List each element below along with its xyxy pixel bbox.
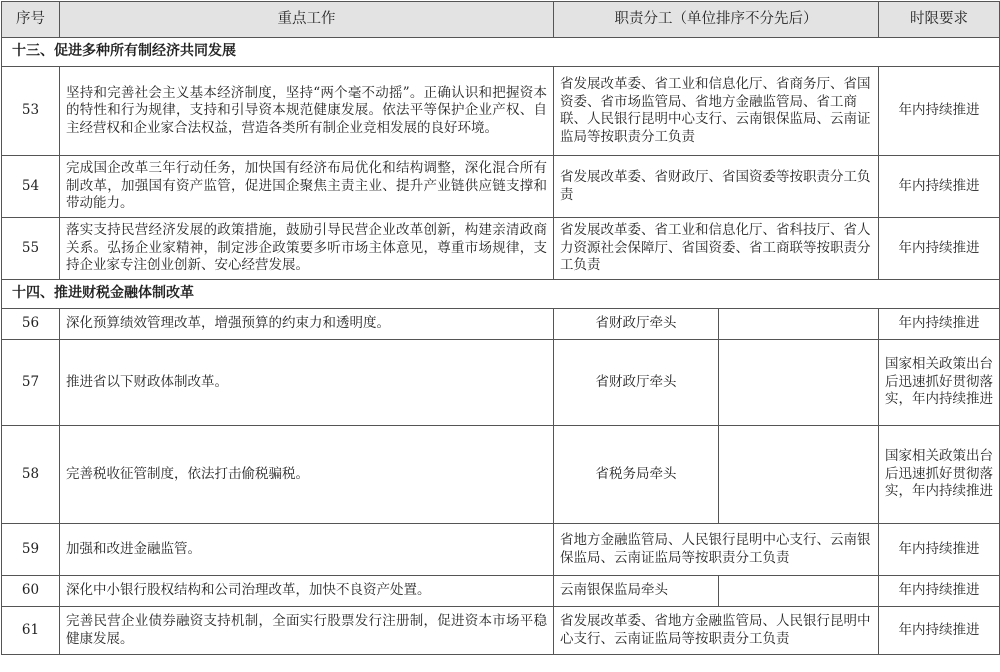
row-number: 59	[2, 524, 60, 576]
table-row	[2, 607, 1000, 655]
section-heading	[2, 280, 1000, 309]
key-work: 完成国企改革三年行动任务，加快国有经济布局优化和结构调整，深化混合所有制改革，加强国有资产监管，促进国企聚焦主责主业、提升产业链供应链支撑和带动能力。	[60, 156, 554, 218]
deadline: 年内持续推进	[879, 218, 1000, 280]
lead-unit: 省税务局牵头	[554, 426, 719, 524]
table-row	[2, 156, 1000, 218]
lead-unit: 省财政厅牵头	[554, 340, 719, 426]
table-row	[2, 576, 1000, 607]
lead-unit: 省财政厅牵头	[554, 309, 719, 340]
empty-cell	[719, 309, 879, 340]
deadline: 国家相关政策出台后迅速抓好贯彻落实，年内持续推进	[879, 340, 1000, 426]
empty-cell	[719, 340, 879, 426]
row-number: 61	[2, 607, 60, 655]
section-heading	[2, 38, 1000, 67]
responsibility: 省发展改革委、省工业和信息化厅、省科技厅、省人力资源社会保障厅、省国资委、省工商联等按职责分工负责	[554, 218, 879, 280]
deadline: 年内持续推进	[879, 309, 1000, 340]
deadline: 年内持续推进	[879, 156, 1000, 218]
table-row	[2, 426, 1000, 524]
header-work: 重点工作	[60, 2, 554, 38]
responsibility: 省地方金融监管局、人民银行昆明中心支行、云南银保监局、云南证监局等按职责分工负责	[554, 524, 879, 576]
key-work: 深化中小银行股权结构和公司治理改革，加快不良资产处置。	[60, 576, 554, 607]
key-work: 加强和改进金融监管。	[60, 524, 554, 576]
table-row	[2, 524, 1000, 576]
empty-cell	[719, 576, 879, 607]
header-responsibility: 职责分工（单位排序不分先后）	[554, 2, 879, 38]
table-row	[2, 309, 1000, 340]
table-row	[2, 340, 1000, 426]
row-number: 56	[2, 309, 60, 340]
section-title: 十四、推进财税金融体制改革	[2, 280, 1000, 309]
empty-cell	[719, 426, 879, 524]
key-work: 坚持和完善社会主义基本经济制度，坚持“两个毫不动摇”。正确认识和把握资本的特性和行为规律，支持和引导资本规范健康发展。依法平等保护企业产权、自主经营权和企业家合法权益，营造各类所有制企业竞相发展的良好环境。	[60, 67, 554, 156]
section-title: 十三、促进多种所有制经济共同发展	[2, 38, 1000, 67]
header-deadline: 时限要求	[879, 2, 1000, 38]
deadline: 年内持续推进	[879, 576, 1000, 607]
responsibility: 省发展改革委、省工业和信息化厅、省商务厅、省国资委、省市场监管局、省地方金融监管局、省工商联、人民银行昆明中心支行、云南银保监局、云南证监局等按职责分工负责	[554, 67, 879, 156]
work-plan-table	[1, 1, 1000, 655]
row-number: 54	[2, 156, 60, 218]
key-work: 完善民营企业债券融资支持机制，全面实行股票发行注册制，促进资本市场平稳健康发展。	[60, 607, 554, 655]
row-number: 53	[2, 67, 60, 156]
table-row	[2, 218, 1000, 280]
table-row	[2, 67, 1000, 156]
row-number: 58	[2, 426, 60, 524]
deadline: 国家相关政策出台后迅速抓好贯彻落实，年内持续推进	[879, 426, 1000, 524]
lead-unit: 云南银保监局牵头	[554, 576, 719, 607]
row-number: 60	[2, 576, 60, 607]
key-work: 完善税收征管制度，依法打击偷税骗税。	[60, 426, 554, 524]
responsibility: 省发展改革委、省财政厅、省国资委等按职责分工负责	[554, 156, 879, 218]
header-row	[2, 2, 1000, 38]
deadline: 年内持续推进	[879, 607, 1000, 655]
header-no: 序号	[2, 2, 60, 38]
key-work: 深化预算绩效管理改革，增强预算的约束力和透明度。	[60, 309, 554, 340]
key-work: 推进省以下财政体制改革。	[60, 340, 554, 426]
deadline: 年内持续推进	[879, 524, 1000, 576]
row-number: 55	[2, 218, 60, 280]
key-work: 落实支持民营经济发展的政策措施，鼓励引导民营企业改革创新，构建亲清政商关系。弘扬企业家精神，制定涉企政策要多听市场主体意见，尊重市场规律，支持企业家专注创业创新、安心经营发展。	[60, 218, 554, 280]
row-number: 57	[2, 340, 60, 426]
deadline: 年内持续推进	[879, 67, 1000, 156]
responsibility: 省发展改革委、省地方金融监管局、人民银行昆明中心支行、云南证监局等按职责分工负责	[554, 607, 879, 655]
